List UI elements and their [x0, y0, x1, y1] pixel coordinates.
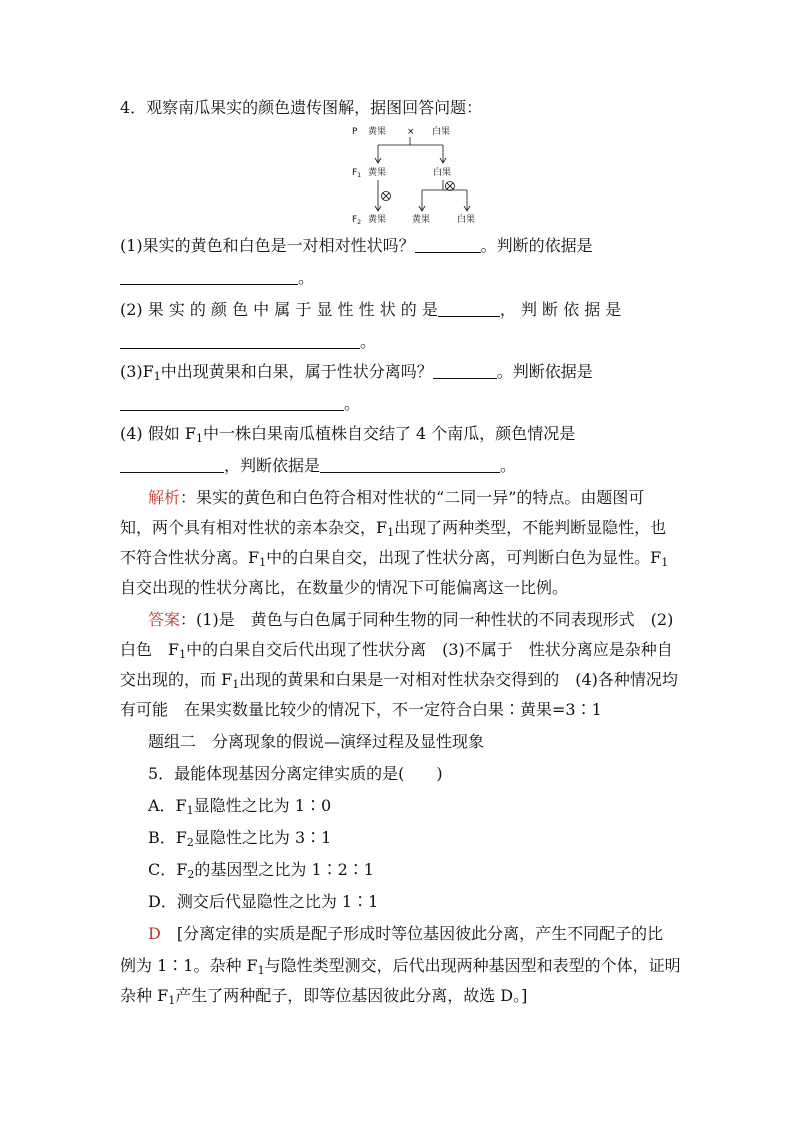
- question-4-2-cont: 。: [120, 330, 680, 354]
- answer-blank[interactable]: [120, 394, 344, 411]
- analysis-label: 解析: [148, 488, 181, 507]
- question-4-3: $(3)F_1$中出现黄果和白果，属于性状分离吗？ 。判断依据是: [120, 362, 593, 383]
- analysis-line-3: 不符合性状分离。$F_1$中的白果自交，出现了性状分离，可判断白色为显性。$F_1$: [120, 548, 669, 569]
- option-b[interactable]: B．$F_2$显隐性之比为 3∶1: [148, 828, 332, 849]
- p-white-label: 白果: [432, 127, 451, 137]
- f1-yellow-label: 黄果: [368, 168, 387, 178]
- answer-blank[interactable]: [120, 268, 298, 285]
- question-4-2: (2) 果 实 的 颜 色 中 属 于 显 性 性 状 的 是 ， 判 断 依 据 是: [120, 300, 622, 319]
- answer-blank[interactable]: [120, 456, 224, 473]
- cross-symbol: ×: [407, 127, 415, 137]
- answer-blank[interactable]: [415, 236, 481, 253]
- analysis-line-2: 知，两个具有相对性状的亲本杂交，$F_1$出现了两种类型，不能判断显隐性，也: [120, 518, 667, 539]
- answer-blank[interactable]: [120, 332, 360, 349]
- answer-blank[interactable]: [433, 362, 497, 379]
- solution-line-3: 杂种 $F_1$产生了两种配子，即等位基因彼此分离，故选 D。]: [120, 986, 528, 1007]
- question-4-4: (4) 假如 $F_1$中一株白果南瓜植株自交结了 4 个南瓜，颜色情况是: [120, 424, 576, 445]
- answer-label: 答案: [148, 610, 181, 629]
- question-4-1-cont: 。: [120, 266, 680, 290]
- answer-blank[interactable]: [438, 300, 500, 317]
- f2-yellow-label: 黄果: [368, 215, 387, 225]
- answer-line-1: 答案：(1)是 黄色与白色属于同种生物的同一种性状的不同表现形式 (2): [148, 610, 674, 629]
- p-label: P: [352, 127, 358, 137]
- option-d[interactable]: D．测交后代显隐性之比为 1∶1: [148, 892, 379, 911]
- f2-label: $F_2$: [352, 215, 362, 226]
- question-4-4-cont: ，判断依据是 。: [120, 454, 680, 478]
- question-5-stem: 5．最能体现基因分离定律实质的是( ): [148, 764, 443, 783]
- answer-line-4: 有可能 在果实数量比较少的情况下，不一定符合白果∶黄果=3∶1: [120, 700, 602, 719]
- inheritance-diagram: [340, 122, 490, 232]
- f2-white-label: 白果: [457, 215, 476, 225]
- analysis-line-4: 自交出现的性状分离比，在数量少的情况下可能偏离这一比例。: [120, 578, 569, 597]
- solution-line-2: 例为 1∶1。杂种 $F_1$与隐性类型测交，后代出现两种基因型和表型的个体，证明: [120, 956, 681, 977]
- f2-yellow-label-2: 黄果: [412, 215, 431, 225]
- option-c[interactable]: C．$F_2$的基因型之比为 1∶2∶1: [148, 860, 374, 881]
- group-2-title: 题组二 分离现象的假说—演绎过程及显性现象: [148, 732, 485, 751]
- solution-key: D: [148, 924, 161, 943]
- answer-line-2: 白色 $F_1$中的白果自交后代出现了性状分离 (3)不属于 性状分离应是杂种自: [120, 640, 673, 661]
- answer-blank[interactable]: [320, 456, 500, 473]
- question-4-3-cont: 。: [120, 392, 680, 416]
- f1-white-label: 白果: [433, 168, 452, 178]
- question-4-stem: 4．观察南瓜果实的颜色遗传图解，据图回答问题：: [120, 98, 483, 117]
- analysis-line-1: 解析：果实的黄色和白色符合相对性状的“二同一异”的特点。由题图可: [148, 488, 645, 507]
- answer-line-3: 交出现的，而 $F_1$出现的黄果和白果是一对相对性状杂交得到的 (4)各种情况均: [120, 670, 678, 691]
- solution-line-1: D [分离定律的实质是配子形成时等位基因彼此分离，产生不同配子的比: [148, 924, 664, 943]
- p-yellow-label: 黄果: [368, 127, 387, 137]
- option-a[interactable]: A．$F_1$显隐性之比为 1∶0: [148, 796, 332, 817]
- f1-label: $F_1$: [352, 168, 362, 179]
- question-4-1: (1)果实的黄色和白色是一对相对性状吗？ 。判断的依据是: [120, 236, 593, 255]
